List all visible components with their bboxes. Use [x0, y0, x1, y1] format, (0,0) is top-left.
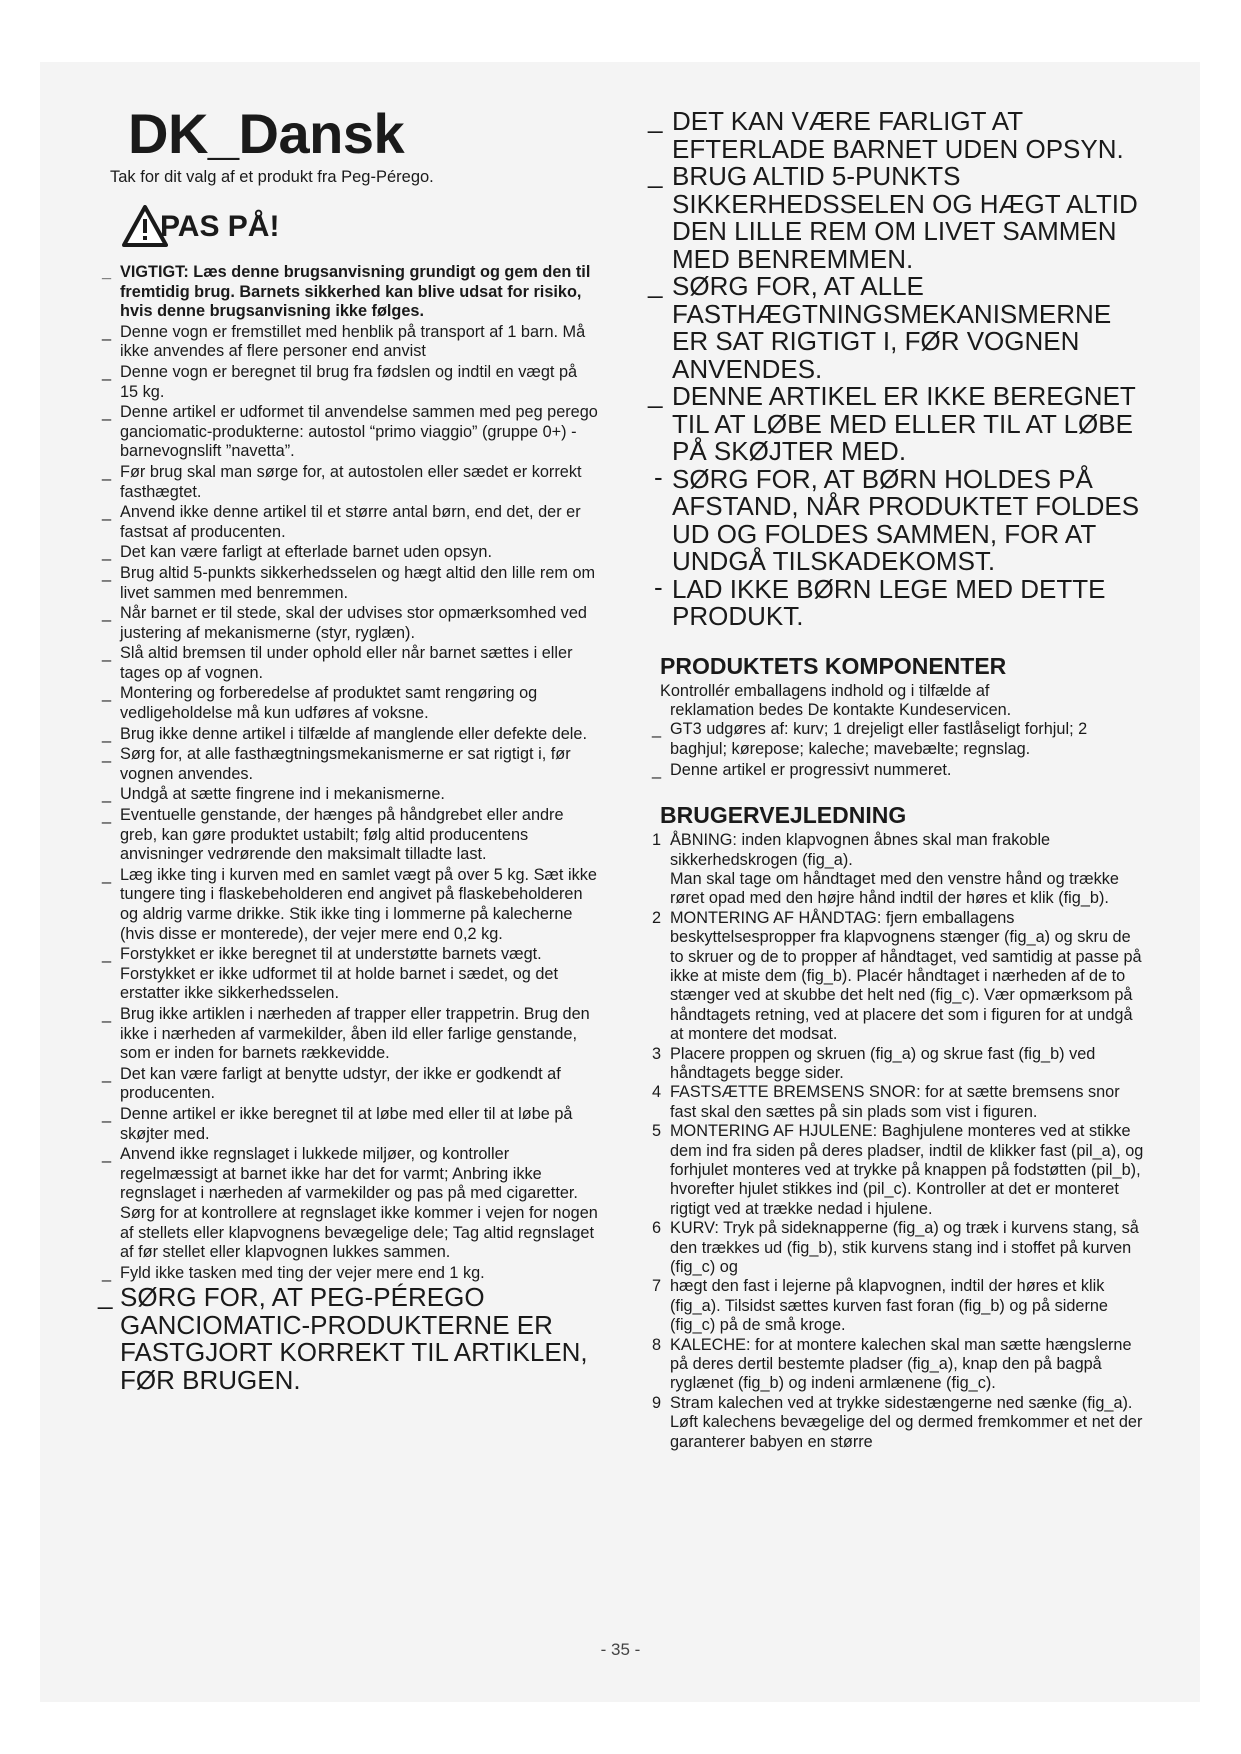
- guide-step: [648, 1277, 1146, 1335]
- step-text: MONTERING AF HÅNDTAG: fjern emballagens beskyttelsespropper fra klapvognens stænger (fig_a) og skru de to skruer og de to propper af håndtaget, ved samtidig at passe på ikke at miste dem (fig_b). Placér håndtaget i nærheden af de to stænger ved at skubbe det helt ned (fig_c). Vær opmærksom på håndtagets retning, ved at placere det som i figuren for at undgå at montere det modsat.: [670, 908, 1142, 1044]
- warning-item: _ Brug altid 5-punkts sikkerhedsselen og hægt altid den lille rem om livet sammen med benremmen.: [98, 564, 598, 603]
- step-number: 5: [652, 1122, 662, 1141]
- warning-item: _ Denne artikel er ikke beregnet til at løbe med eller til at løbe på skøjter med.: [98, 1105, 598, 1144]
- caps-warning-item: _ DET KAN VÆRE FARLIGT AT EFTERLADE BARNET UDEN OPSYN.: [648, 108, 1146, 163]
- warning-item: _ Montering og forberedelse af produktet samt rengøring og vedligeholdelse må kun udføres af voksne.: [98, 684, 598, 723]
- warning-item: _ Anvend ikke regnslaget i lukkede miljøer, og kontroller regelmæssigt at barnet ikke har det for varmt; Anbring ikke regnslaget i nærheden af varmekilder og pas på med cigaretter. Sørg for at kontrollere at regnslaget ikke kommer i vejen for nogen af stellets eller klapvognens bevægelige dele; Tag altid regnslaget af før stellet eller klapvognen lukkes sammen.: [98, 1145, 598, 1263]
- step-number: 2: [652, 908, 662, 927]
- warning-title: PAS PÅ!: [160, 210, 280, 243]
- warning-triangle-icon: [122, 205, 166, 249]
- warning-caps-list: [98, 1284, 598, 1394]
- step-number: 6: [652, 1219, 662, 1238]
- step-number: 7: [652, 1277, 662, 1296]
- guide-heading: BRUGERVEJLEDNING: [660, 802, 907, 829]
- intro-text: Tak for dit valg af et produkt fra Peg-Pérego.: [110, 168, 434, 186]
- step-number: 9: [652, 1393, 662, 1412]
- warning-item: _ Denne vogn er fremstillet med henblik på transport af 1 barn. Må ikke anvendes af flere personer end anvist: [98, 323, 598, 362]
- components-intro-cont: reklamation bedes De kontakte Kundeservicen.: [670, 700, 1012, 719]
- step-text: KURV: Tryk på sideknapperne (fig_a) og træk i kurvens stang, så den trækkes ud (fig_b), stik kurvens stang ind i stoffet på kurven (fig_c) og: [670, 1219, 1139, 1277]
- step-text: FASTSÆTTE BREMSENS SNOR: for at sætte bremsens snor fast skal den sættes på sin plads som vist i figuren.: [670, 1083, 1120, 1121]
- warning-item: _ Det kan være farligt at benytte udstyr, der ikke er godkendt af producenten.: [98, 1065, 598, 1104]
- caps-warning-item: _ SØRG FOR, AT ALLE FASTHÆGTNINGSMEKANISMERNE ER SAT RIGTIGT I, FØR VOGNEN ANVENDES.: [648, 273, 1146, 383]
- warning-item: _ Brug ikke artiklen i nærheden af trapper eller trappetrin. Brug den ikke i nærheden af varmekilder, åben ild eller farlige genstande, som er inden for barnets rækkevidde.: [98, 1005, 598, 1064]
- warning-caps-list-right: [648, 108, 1146, 631]
- guide-step: [648, 1413, 1146, 1452]
- step-text: MONTERING AF HJULENE: Baghjulene monteres ved at stikke dem ind fra siden på deres pladser, indtil de klikker fast (pil_a), og forhjulet monteres ved at trykke på knappen på fodstøtten (pil_b), hvorefter hjulet stikkes ind (pil_c). Kontroller at det er monteret rigtigt ved at trække nedad i hjulene.: [670, 1122, 1144, 1218]
- caps-warning-item: - LAD IKKE BØRN LEGE MED DETTE PRODUKT.: [648, 576, 1146, 631]
- guide-step: [648, 909, 1146, 1045]
- warning-item: _ Eventuelle genstande, der hænges på håndgrebet eller andre greb, kan gøre produktet ustabilt; følg altid producentens anvisninger vedrørende den maksimalt tilladte last.: [98, 806, 598, 865]
- guide-step: [648, 1394, 1146, 1413]
- step-text: Man skal tage om håndtaget med den venstre hånd og trække røret opad med den højre hånd indtil der høres et klik (fig_b).: [670, 869, 1119, 908]
- component-item: _ Denne artikel er progressivt nummeret.: [648, 761, 1146, 781]
- step-text: Løft kalechens bevægelige del og dermed fremkommer et net der garanterer babyen en større: [670, 1413, 1143, 1451]
- page-number: - 35 -: [600, 1640, 641, 1659]
- left-column: [98, 100, 598, 1394]
- step-text: Placere proppen og skruen (fig_a) og skrue fast (fig_b) ved håndtagets begge sider.: [670, 1044, 1096, 1082]
- warning-item: _ Denne vogn er beregnet til brug fra fødslen og indtil en vægt på 15 kg.: [98, 363, 598, 402]
- step-number: 8: [652, 1335, 662, 1354]
- guide-step: [648, 870, 1146, 909]
- step-text: Stram kalechen ved at trykke sidestængerne ned sænke (fig_a).: [670, 1393, 1133, 1412]
- warning-item: _ Fyld ikke tasken med ting der vejer mere end 1 kg.: [98, 1264, 598, 1284]
- warning-item: _ Forstykket er ikke beregnet til at understøtte barnets vægt. Forstykket er ikke udformet til at holde barnet i sædet, og det erstatter ikke sikkerhedsselen.: [98, 945, 598, 1004]
- warning-item: _ VIGTIGT: Læs denne brugsanvisning grundigt og gem den til fremtidig brug. Barnets sikkerhed kan blive udsat for risiko, hvis denne brugsanvisning ikke følges.: [98, 263, 598, 322]
- caps-warning-item: _ BRUG ALTID 5-PUNKTS SIKKERHEDSSELEN OG HÆGT ALTID DEN LILLE REM OM LIVET SAMMEN MED BENREMMEN.: [648, 163, 1146, 273]
- step-text: ÅBNING: inden klapvognen åbnes skal man frakoble sikkerhedskrogen (fig_a).: [670, 831, 1051, 869]
- step-text: hægt den fast i lejerne på klapvognen, indtil der høres et klik (fig_a). Tilsidst sættes kurven fast foran (fig_b) og på siderne (fig_c) på de små kroge.: [670, 1277, 1108, 1335]
- page-title: DK_Dansk: [128, 102, 405, 165]
- components-list: [648, 720, 1146, 780]
- warning-item: _ Denne artikel er udformet til anvendelse sammen med peg perego ganciomatic-produkterne: autostol “primo viaggio” (gruppe 0+) - barnevognslift ”navetta”.: [98, 403, 598, 462]
- components-intro: Kontrollér emballagens indhold og i tilfælde af: [660, 681, 990, 700]
- step-text: KALECHE: for at montere kalechen skal man sætte hængslerne på deres dertil bestemte pladser (fig_a), knap den på bagpå ryglænet (fig_b) og indeni armlænene (fig_c).: [670, 1335, 1132, 1393]
- caps-warning-item: _ DENNE ARTIKEL ER IKKE BEREGNET TIL AT LØBE MED ELLER TIL AT LØBE PÅ SKØJTER MED.: [648, 383, 1146, 466]
- warning-item: _ Anvend ikke denne artikel til et større antal børn, end det, der er fastsat af producenten.: [98, 503, 598, 542]
- warning-list: [98, 263, 598, 1283]
- guide-step: [648, 831, 1146, 870]
- warning-item: _ Når barnet er til stede, skal der udvises stor opmærksomhed ved justering af mekanismerne (styr, ryglæn).: [98, 604, 598, 643]
- warning-item: _ Læg ikke ting i kurven med en samlet vægt på over 5 kg. Sæt ikke tungere ting i flaskebeholderen end angivet på flaskebeholderen og aldrig varme drikke. Stik ikke ting i lommerne på kalecherne (hvis disse er monterede), der vejer mere end 0,2 kg.: [98, 866, 598, 944]
- right-column: [648, 108, 1146, 1452]
- caps-warning-item: _ SØRG FOR, AT PEG-PÉREGO GANCIOMATIC-PRODUKTERNE ER FASTGJORT KORREKT TIL ARTIKLEN, FØR BRUGEN.: [98, 1284, 598, 1394]
- guide-step: [648, 1336, 1146, 1394]
- warning-item: _ Undgå at sætte fingrene ind i mekanismerne.: [98, 785, 598, 805]
- guide-step: [648, 1045, 1146, 1084]
- component-item: _ GT3 udgøres af: kurv; 1 drejeligt eller fastlåseligt forhjul; 2 baghjul; kørepose; kaleche; mavebælte; regnslag.: [648, 720, 1146, 759]
- warning-item: _ Sørg for, at alle fasthægtningsmekanismerne er sat rigtigt i, før vognen anvendes.: [98, 745, 598, 784]
- caps-warning-item: - SØRG FOR, AT BØRN HOLDES PÅ AFSTAND, NÅR PRODUKTET FOLDES UD OG FOLDES SAMMEN, FOR AT UNDGÅ TILSKADEKOMST.: [648, 466, 1146, 576]
- guide-step: [648, 1122, 1146, 1219]
- warning-item: _ Brug ikke denne artikel i tilfælde af manglende eller defekte dele.: [98, 725, 598, 745]
- warning-item: _ Det kan være farligt at efterlade barnet uden opsyn.: [98, 543, 598, 563]
- warning-item: _ Før brug skal man sørge for, at autostolen eller sædet er korrekt fasthægtet.: [98, 463, 598, 502]
- components-heading: PRODUKTETS KOMPONENTER: [660, 652, 1007, 679]
- guide-step: [648, 1083, 1146, 1122]
- guide-steps: [648, 831, 1146, 1452]
- step-number: 1: [652, 831, 662, 850]
- step-number: 3: [652, 1044, 662, 1063]
- warning-heading: [122, 197, 598, 257]
- step-number: 4: [652, 1083, 662, 1102]
- warning-item: _ Slå altid bremsen til under ophold eller når barnet sættes i eller tages op af vognen.: [98, 644, 598, 683]
- guide-step: [648, 1219, 1146, 1277]
